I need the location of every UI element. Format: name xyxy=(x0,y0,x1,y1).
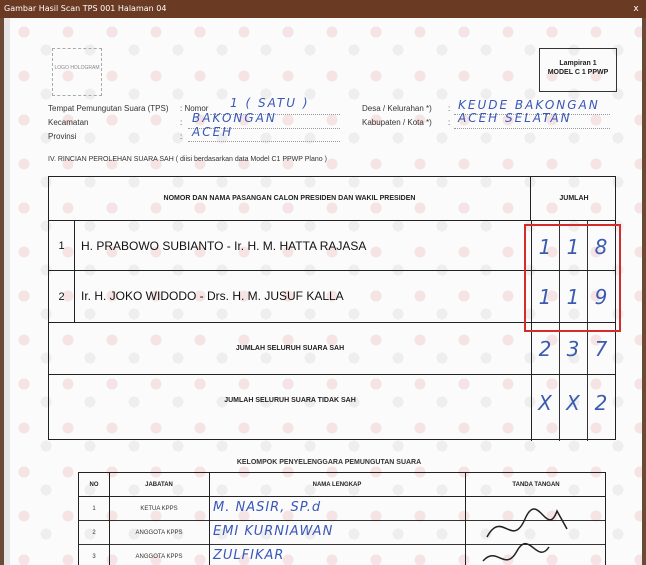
kpps-no: 2 xyxy=(92,530,96,536)
kpps-jabatan: ANGGOTA KPPS xyxy=(135,530,183,536)
kpps-nama: ZULFIKAR xyxy=(213,548,285,563)
window-titlebar xyxy=(0,0,646,18)
vote-digit: 1 xyxy=(538,285,552,309)
highlight-box xyxy=(524,224,621,332)
kecamatan-colon: : xyxy=(180,118,183,127)
candidate-name: Ir. H. JOKO WIDODO - Drs. H. M. JUSUF KALLA xyxy=(81,289,344,303)
provinsi-label: Provinsi xyxy=(48,132,77,141)
vote-digit: 1 xyxy=(538,235,552,259)
header-nama: NAMA LENGKAP xyxy=(312,482,362,488)
header-ttd: TANDA TANGAN xyxy=(512,482,560,488)
kpps-no: 3 xyxy=(92,554,96,560)
header-jabatan: JABATAN xyxy=(145,482,173,488)
kpps-title: KELOMPOK PENYELENGGARA PEMUNGUTAN SUARA xyxy=(236,459,422,466)
vote-digit: 1 xyxy=(566,285,580,309)
column-divider xyxy=(465,473,466,565)
dotted-line xyxy=(454,128,610,129)
kpps-jabatan: ANGGOTA KPPS xyxy=(135,554,183,560)
desa-colon: : xyxy=(448,104,451,113)
lampiran-label: Lampiran 1 xyxy=(559,60,597,67)
vote-digit: 1 xyxy=(566,235,580,259)
vote-digit: 2 xyxy=(538,337,552,361)
vote-digit: X xyxy=(566,391,580,415)
dotted-line xyxy=(188,141,340,142)
vote-table-header xyxy=(49,177,615,221)
kpps-no: 1 xyxy=(92,506,96,512)
column-divider xyxy=(109,473,110,565)
kabupaten-colon: : xyxy=(448,118,451,127)
desa-label: Desa / Kelurahan *) xyxy=(362,104,432,113)
model-label: MODEL C 1 PPWP xyxy=(547,69,609,76)
lampiran-box xyxy=(539,48,617,92)
vote-digit: 8 xyxy=(594,235,608,259)
kpps-table xyxy=(78,472,606,565)
header-candidates: NOMOR DAN NAMA PASANGAN CALON PRESIDEN DAN WAKIL PRESIDEN xyxy=(49,177,531,221)
total-invalid-row xyxy=(49,375,615,441)
candidate-name: H. PRABOWO SUBIANTO - Ir. H. M. HATTA RAJASA xyxy=(81,239,367,253)
window-title: Gambar Hasil Scan TPS 001 Halaman 04 xyxy=(4,4,167,13)
provinsi-colon: : xyxy=(180,132,183,141)
vote-digit: 2 xyxy=(594,391,608,415)
total-valid-label: JUMLAH SELURUH SUARA SAH xyxy=(235,345,345,352)
kabupaten-label: Kabupaten / Kota *) xyxy=(362,118,432,127)
section-title: IV. RINCIAN PEROLEHAN SUARA SAH ( diisi berdasarkan data Model C1 PPWP Plano ) xyxy=(48,156,327,163)
kecamatan-label: Kecamatan xyxy=(48,118,89,127)
provinsi-value: ACEH xyxy=(192,125,234,139)
signature-icon xyxy=(477,499,597,565)
header-total: JUMLAH xyxy=(559,195,589,202)
close-icon[interactable]: x xyxy=(633,4,639,14)
vote-count xyxy=(531,375,617,441)
kpps-header-row xyxy=(79,473,605,497)
kabupaten-value: ACEH SELATAN xyxy=(458,111,572,125)
candidate-number: 2 xyxy=(49,271,75,322)
kecamatan-value: BAKONGAN xyxy=(192,111,277,125)
kpps-nama: M. NASIR, SP.d xyxy=(213,500,322,515)
tps-label: Tempat Pemungutan Suara (TPS) xyxy=(48,104,169,113)
nomor-value: 1 ( SATU ) xyxy=(230,96,310,110)
kpps-jabatan: KETUA KPPS xyxy=(140,506,178,512)
logo-hologram: LOGO HOLOGRAM xyxy=(52,48,102,96)
total-invalid-label: JUMLAH SELURUH SUARA TIDAK SAH xyxy=(224,397,356,404)
candidate-number: 1 xyxy=(49,221,75,270)
vote-digit: 3 xyxy=(566,337,580,361)
header-no: NO xyxy=(89,482,99,488)
column-divider xyxy=(209,473,210,565)
vote-digit: 7 xyxy=(594,337,608,361)
nomor-label: : Nomor xyxy=(180,104,209,113)
desa-value: KEUDE BAKONGAN xyxy=(458,98,600,112)
vote-digit: X xyxy=(538,391,552,415)
vote-digit: 9 xyxy=(594,285,608,309)
scanned-form-page xyxy=(4,18,642,565)
kpps-nama: EMI KURNIAWAN xyxy=(213,524,334,539)
